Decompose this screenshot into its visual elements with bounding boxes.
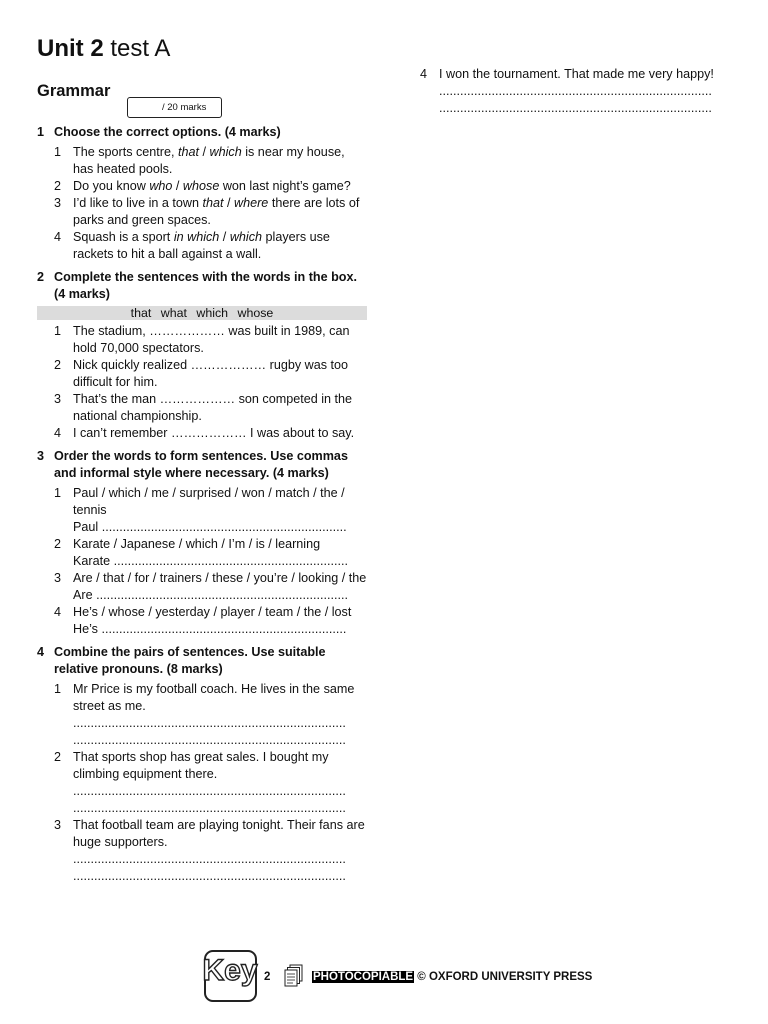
unit-label: Unit 2 (37, 35, 104, 62)
question-text: won last night’s game? (219, 179, 351, 193)
exercise-3 (37, 448, 367, 638)
option-a[interactable]: that (178, 145, 200, 159)
right-column (420, 66, 730, 117)
option-a[interactable]: that (202, 196, 224, 210)
photocopy-icon (284, 964, 304, 993)
answer-line[interactable]: .............................................................................. (73, 716, 346, 730)
question-item (54, 323, 367, 357)
left-column (37, 124, 367, 891)
exercise-4 (37, 644, 367, 885)
question-item (420, 66, 730, 117)
answer-line[interactable]: .............................................................................. (439, 101, 712, 115)
exercise-instruction: Choose the correct options. (4 marks) (54, 125, 281, 139)
exercise-number: 3 (37, 449, 45, 463)
question-text: Karate / Japanese / which / I’m / is / learning (73, 537, 321, 551)
question-text: Paul / which / me / surprised / won / match / the / tennis (73, 486, 345, 517)
page-footer (204, 950, 604, 1004)
question-number: 2 (54, 750, 62, 764)
test-label: test A (103, 35, 171, 62)
question-number: 3 (54, 196, 62, 210)
question-item (54, 536, 367, 570)
answer-line[interactable]: .............................................................................. (439, 84, 712, 98)
answer-line[interactable]: .............................................................................. (73, 784, 346, 798)
question-item (54, 391, 367, 425)
question-text: I’d like to live in a town (73, 196, 203, 210)
photocopiable-label: PHOTOCOPIABLE (313, 971, 414, 983)
answer-line[interactable]: .............................................................................. (73, 852, 346, 866)
question-text: Mr Price is my football coach. He lives in the same street as me. (73, 682, 355, 713)
question-number: 2 (54, 358, 62, 372)
question-text[interactable]: The stadium, ……………… was built in 1989, can hold 70,000 spectators. (73, 324, 350, 355)
question-text[interactable]: Nick quickly realized ……………… rugby was too difficult for him. (73, 358, 349, 389)
question-text: Do you know (73, 179, 150, 193)
question-text: there are lots of parks and green spaces. (73, 196, 360, 227)
exercise-instruction: Combine the pairs of sentences. Use suitable relative pronouns. (8 marks) (54, 645, 326, 676)
question-text: That football team are playing tonight. Their fans are huge supporters. (73, 818, 365, 849)
option-separator: / (219, 230, 230, 244)
question-number: 4 (54, 426, 62, 440)
exercise-number: 1 (37, 125, 45, 139)
option-separator: / (223, 196, 235, 210)
question-item (54, 749, 367, 817)
exercise-instruction: Complete the sentences with the words in the box. (4 marks) (54, 270, 357, 301)
question-item (54, 485, 367, 536)
question-number: 1 (54, 682, 62, 696)
question-item (54, 570, 367, 604)
question-item (54, 229, 367, 263)
question-number: 1 (54, 145, 62, 159)
question-item (54, 681, 367, 749)
answer-line[interactable]: Are ........................................................................ (73, 588, 349, 602)
option-a[interactable]: who (149, 179, 173, 193)
publisher-label: © OXFORD UNIVERSITY PRESS (414, 971, 593, 983)
option-separator: / (199, 145, 210, 159)
question-number: 2 (54, 537, 62, 551)
key-logo (204, 950, 257, 1002)
option-b[interactable]: which (209, 145, 242, 159)
answer-line[interactable]: .............................................................................. (73, 869, 346, 883)
question-text: players use rackets to hit a ball against a wall. (73, 230, 330, 261)
exercise-2-items (37, 323, 367, 442)
question-item (54, 357, 367, 391)
question-text: He’s / whose / yesterday / player / team / the / lost (73, 605, 352, 619)
question-item (54, 604, 367, 638)
question-item (54, 817, 367, 885)
question-item (54, 195, 367, 229)
question-item (54, 144, 367, 178)
option-a[interactable]: in which (173, 230, 220, 244)
option-b[interactable]: whose (182, 179, 220, 193)
question-text[interactable]: That’s the man ……………… son competed in the national championship. (73, 392, 353, 423)
question-text: I won the tournament. That made me very happy! (439, 67, 714, 81)
answer-line[interactable]: .............................................................................. (73, 801, 346, 815)
question-text: Squash is a sport (73, 230, 174, 244)
question-number: 1 (54, 486, 62, 500)
question-number: 1 (54, 324, 62, 338)
exercise-instruction: Order the words to form sentences. Use commas and informal style where necessary. (4 marks) (54, 449, 348, 480)
exercise-2 (37, 269, 367, 303)
question-number: 4 (54, 605, 62, 619)
page-number: 2 (264, 971, 271, 983)
marks-box: / 20 marks (127, 97, 222, 118)
exercise-number: 4 (37, 645, 45, 659)
question-number: 4 (420, 67, 428, 81)
question-text: Are / that / for / trainers / these / you’re / looking / the (73, 571, 367, 585)
page-title (37, 34, 170, 64)
question-number: 3 (54, 571, 62, 585)
question-text: is near my house, has heated pools. (73, 145, 345, 176)
question-number: 2 (54, 179, 62, 193)
question-item (54, 425, 367, 442)
question-number: 4 (54, 230, 62, 244)
question-text: The sports centre, (73, 145, 178, 159)
answer-line[interactable]: .............................................................................. (73, 733, 346, 747)
question-item (54, 178, 367, 195)
option-b[interactable]: where (234, 196, 269, 210)
section-heading: Grammar (37, 82, 111, 100)
question-text: That sports shop has great sales. I bought my climbing equipment there. (73, 750, 329, 781)
answer-line[interactable]: He’s ...................................................................... (73, 622, 347, 636)
option-separator: / (172, 179, 183, 193)
answer-line[interactable]: Karate ................................................................... (73, 554, 349, 568)
question-text[interactable]: I can’t remember ……………… I was about to say. (73, 426, 355, 440)
key-logo-text: Key (202, 954, 258, 987)
word-box: that what which whose (37, 306, 367, 320)
key-logo-icon (202, 952, 258, 1000)
exercise-1 (37, 124, 367, 263)
answer-line[interactable]: Paul ...................................................................... (73, 520, 347, 534)
question-number: 3 (54, 392, 62, 406)
question-number: 3 (54, 818, 62, 832)
copyright-line (312, 969, 592, 986)
option-b[interactable]: which (229, 230, 263, 244)
exercise-number: 2 (37, 270, 45, 284)
